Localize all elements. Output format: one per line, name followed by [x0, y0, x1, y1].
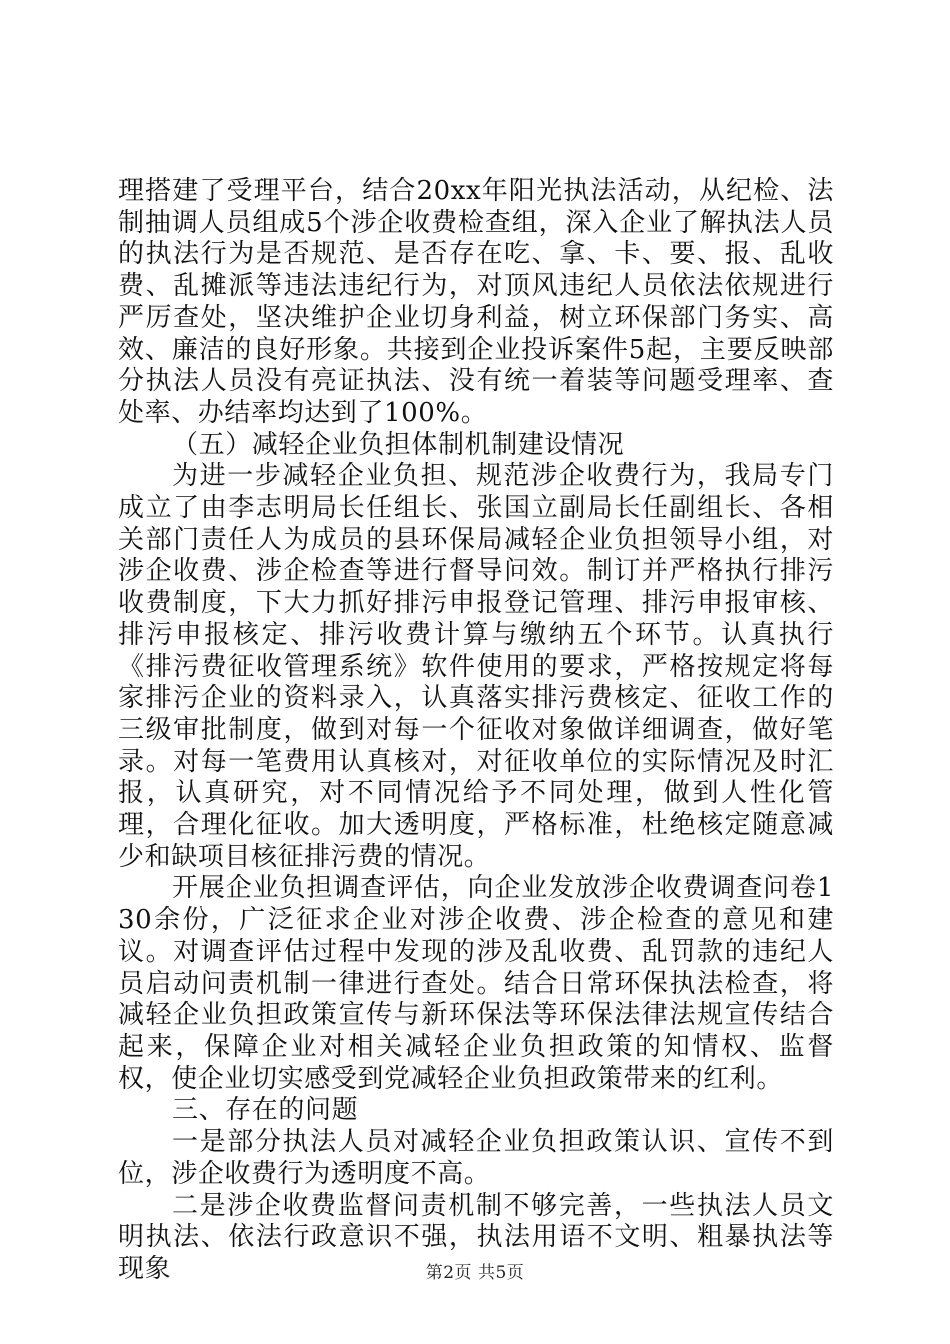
- paragraph-survey-evaluation: 开展企业负担调查评估，向企业发放涉企收费调查问卷130余份，广泛征求企业对涉企收费、涉企检查的意见和建议。对调查评估过程中发现的涉及乱收费、乱罚款的违纪人员启动问责机制一律进行查处。结合日常环保执法检查，将减轻企业负担政策宣传与新环保法等环保法律法规宣传结合起来，保障企业对相关减轻企业负担政策的知情权、监督权，使企业切实感受到党减轻企业负担政策带来的红利。: [118, 873, 834, 1094]
- section-heading-problems: 三、存在的问题: [172, 1095, 359, 1126]
- section-heading-five: （五）减轻企业负担体制机制建设情况: [172, 429, 625, 460]
- document-body: [118, 176, 834, 1286]
- paragraph-problem-one: 一是部分执法人员对减轻企业负担政策认识、宣传不到位，涉企收费行为透明度不高。: [118, 1127, 834, 1189]
- paragraph-problem-two: 二是涉企收费监督问责机制不够完善，一些执法人员文明执法、依法行政意识不强，执法用语不文明、粗暴执法等现象: [118, 1190, 834, 1284]
- paragraph-continued: 理搭建了受理平台，结合20xx年阳光执法活动，从纪检、法制抽调人员组成5个涉企收费检查组，深入企业了解执法人员的执法行为是否规范、是否存在吃、拿、卡、要、报、乱收费、乱摊派等违法违纪行为，对顶风违纪人员依法依规进行严厉查处，坚决维护企业切身利益，树立环保部门务实、高效、廉洁的良好形象。共接到企业投诉案件5起，主要反映部分执法人员没有亮证执法、没有统一着装等问题受理率、查处率、办结率均达到了100%。: [118, 176, 834, 428]
- page-number-footer: 第2页 共5页: [425, 1263, 525, 1283]
- paragraph-leadership-group: 为进一步减轻企业负担、规范涉企收费行为，我局专门成立了由李志明局长任组长、张国立副局长任副组长、各相关部门责任人为成员的县环保局减轻企业负担领导小组，对涉企收费、涉企检查等进行督导问效。制订并严格执行排污收费制度，下大力抓好排污申报登记管理、排污申报审核、排污申报核定、排污收费计算与缴纳五个环节。认真执行《排污费征收管理系统》软件使用的要求，严格按规定将每家排污企业的资料录入，认真落实排污费核定、征收工作的三级审批制度，做到对每一个征收对象做详细调查，做好笔录。对每一笔费用认真核对，对征收单位的实际情况及时汇报，认真研究，对不同情况给予不同处理，做到人性化管理，合理化征收。加大透明度，严格标准，杜绝核定随意减少和缺项目核征排污费的情况。: [118, 461, 834, 872]
